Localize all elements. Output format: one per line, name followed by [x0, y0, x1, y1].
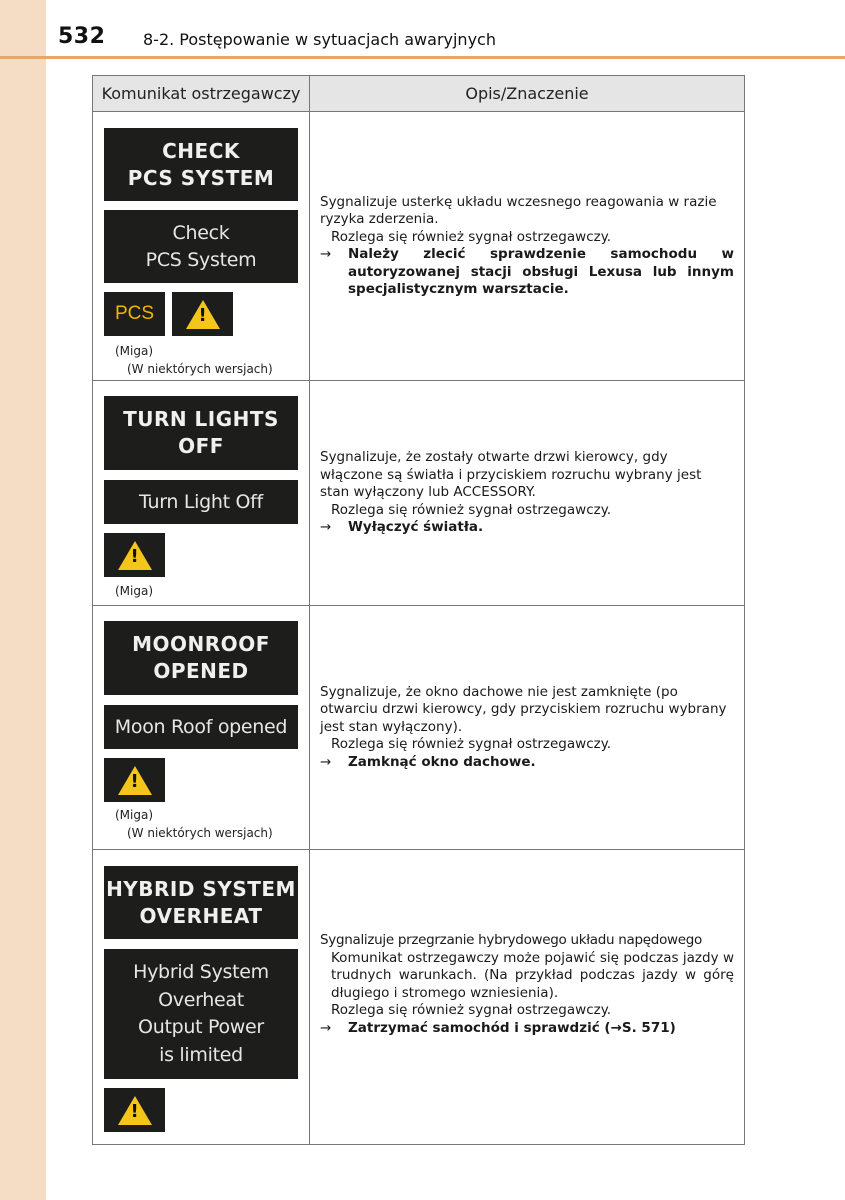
warning-indicator-badge — [172, 292, 233, 336]
description-detail: Komunikat ostrzegawczy może pojawić się podczas jazdy w trudnych warunkach. (Na przykład podczas jazdy w górę długiego i stromego wzniesienia). — [331, 949, 734, 1001]
message-cell — [93, 850, 310, 1145]
page-header — [0, 0, 845, 58]
instruction-line — [320, 246, 734, 299]
instruction-text: Należy zlecić sprawdzenie samochodu w autoryzowanej stacji obsługi Lexusa lub innym specjalistycznym warsztacie. — [348, 246, 734, 297]
description-text: Sygnalizuje, że okno dachowe nie jest zamknięte (po otwarciu drzwi kierowcy, gdy przyciskiem rozruchu wybrany jest stan wyłączony). — [320, 683, 727, 735]
lcd-display-mixedcase: Check PCS System — [104, 210, 298, 283]
warning-triangle-icon: ! — [118, 541, 152, 570]
note-blinks: (Miga) — [115, 584, 154, 598]
lcd-display-mixedcase: Moon Roof opened — [104, 705, 298, 749]
message-cell — [93, 381, 310, 606]
pcs-indicator-text: PCS — [114, 303, 155, 324]
header-rule — [0, 56, 845, 59]
section-title: 8-2. Postępowanie w sytuacjach awaryjnych — [143, 30, 496, 49]
description-sound: Rozlega się również sygnał ostrzegawczy. — [331, 736, 612, 753]
warning-indicator-badge — [104, 1088, 165, 1132]
instruction-text: Wyłączyć światła. — [348, 519, 484, 536]
description-sound: Rozlega się również sygnał ostrzegawczy. — [331, 501, 612, 518]
pcs-indicator-badge — [104, 292, 165, 336]
table-row — [93, 112, 745, 381]
instruction-line — [320, 754, 734, 772]
table-row — [93, 381, 745, 606]
note-blinks: (Miga) — [115, 344, 154, 358]
lcd-display-uppercase: CHECK PCS SYSTEM — [104, 128, 298, 201]
description-text: Sygnalizuje, że zostały otwarte drzwi kierowcy, gdy włączone są światła i przyciskiem rozruchu wybrany jest stan wyłączony lub ACCESSORY. — [320, 449, 702, 501]
warning-messages-table — [92, 75, 745, 1145]
instruction-line — [320, 1020, 734, 1038]
instruction-text: Zamknąć okno dachowe. — [348, 753, 536, 770]
table-row — [93, 606, 745, 850]
description-cell — [310, 381, 745, 606]
description-cell — [310, 606, 745, 850]
warning-triangle-icon: ! — [118, 766, 152, 795]
warning-indicator-badge — [104, 758, 165, 802]
warning-triangle-icon: ! — [118, 1096, 152, 1125]
table-row — [93, 850, 745, 1145]
instruction-line — [320, 519, 734, 537]
lcd-display-uppercase: HYBRID SYSTEM OVERHEAT — [104, 866, 298, 939]
lcd-display-mixedcase: Hybrid System Overheat Output Power is limited — [104, 949, 298, 1079]
lcd-display-mixedcase: Turn Light Off — [104, 480, 298, 524]
note-some-versions: (W niektórych wersjach) — [127, 362, 273, 376]
description-cell — [310, 112, 745, 381]
description-cell — [310, 850, 745, 1145]
table-header-row — [93, 76, 745, 112]
side-strip — [0, 0, 46, 1200]
lcd-display-uppercase: TURN LIGHTS OFF — [104, 396, 298, 470]
description-text: Sygnalizuje przegrzanie hybrydowego układu napędowego — [320, 932, 703, 948]
note-blinks: (Miga) — [115, 808, 154, 822]
description-text: Sygnalizuje usterkę układu wczesnego reagowania w razie ryzyka zderzenia. — [320, 193, 717, 227]
arrow-icon: → — [320, 246, 332, 262]
lcd-display-uppercase: MOONROOF OPENED — [104, 621, 298, 695]
warning-triangle-icon: ! — [186, 300, 220, 329]
arrow-icon: → — [320, 753, 332, 770]
arrow-icon: → — [320, 519, 332, 536]
note-some-versions: (W niektórych wersjach) — [127, 826, 273, 840]
instruction-text: Zatrzymać samochód i sprawdzić (→S. 571) — [348, 1019, 676, 1036]
description-sound: Rozlega się również sygnał ostrzegawczy. — [331, 1002, 612, 1018]
column-header-description: Opis/Znaczenie — [310, 76, 745, 112]
message-cell — [93, 606, 310, 850]
warning-indicator-badge — [104, 533, 165, 577]
message-cell — [93, 112, 310, 381]
arrow-icon: → — [320, 1019, 332, 1036]
description-sound: Rozlega się również sygnał ostrzegawczy. — [331, 228, 612, 245]
page-number: 532 — [58, 24, 106, 49]
column-header-message: Komunikat ostrzegawczy — [93, 76, 310, 112]
